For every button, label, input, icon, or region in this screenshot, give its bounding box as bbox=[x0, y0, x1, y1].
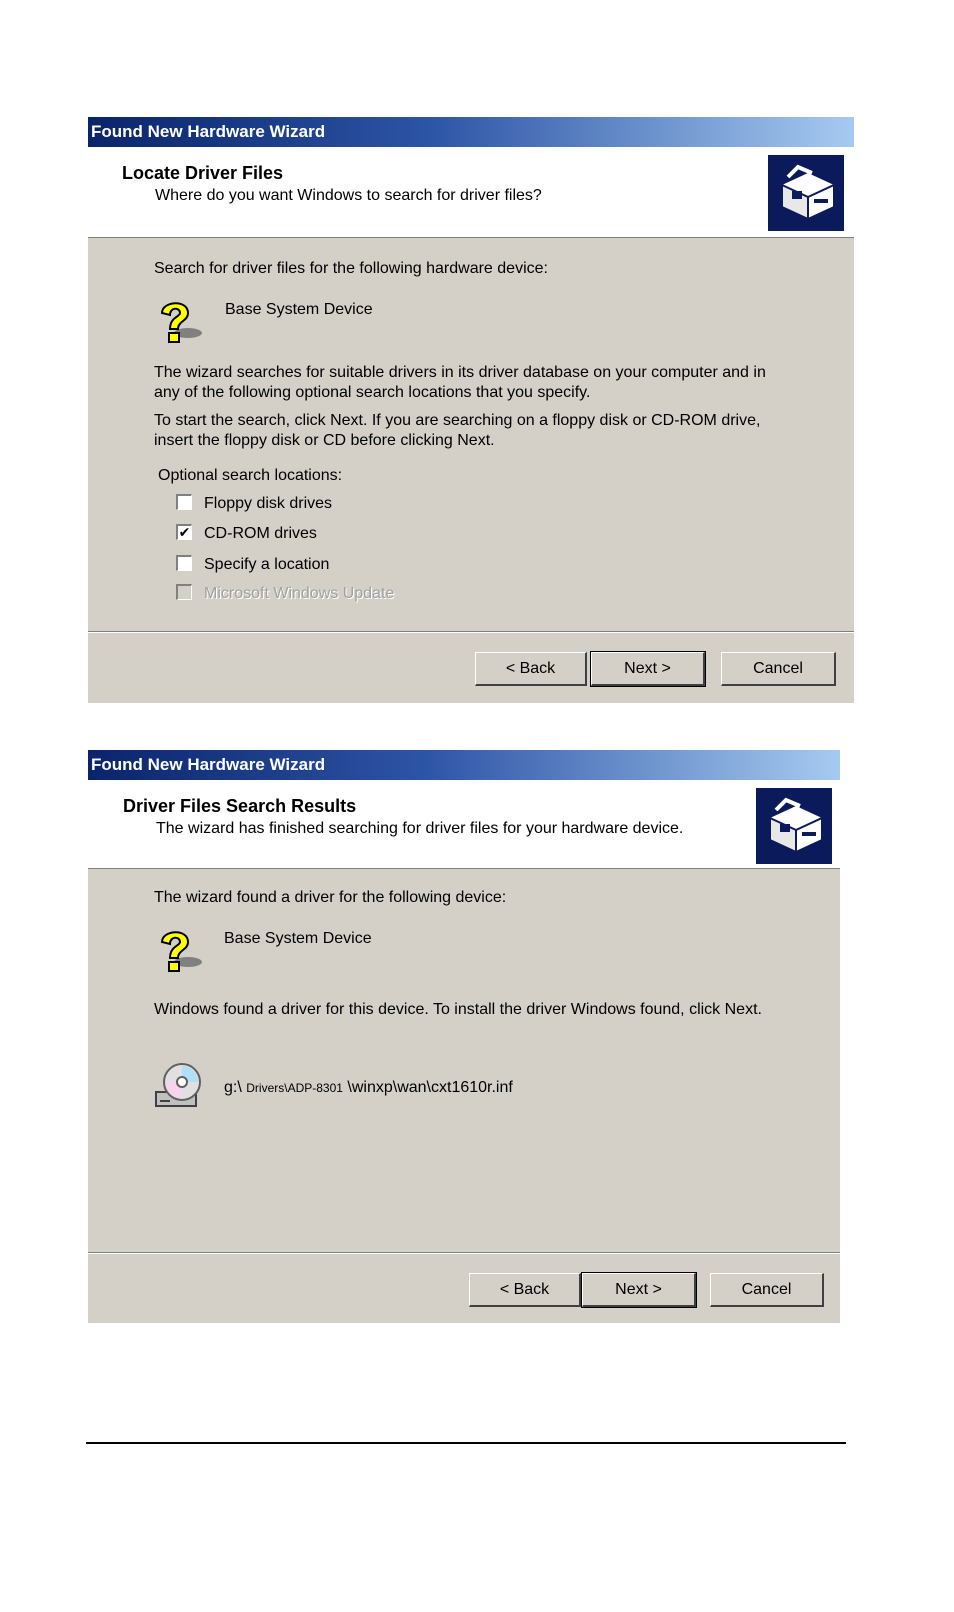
floppy-disk-option[interactable] bbox=[176, 493, 332, 515]
cancel-button[interactable]: Cancel bbox=[710, 1273, 824, 1307]
floppy-disk-checkbox[interactable] bbox=[176, 494, 192, 510]
instruction-line: insert the floppy disk or CD before clicking Next. bbox=[154, 432, 495, 449]
next-button[interactable]: Next > bbox=[591, 652, 705, 686]
option-label: CD-ROM drives bbox=[204, 525, 317, 542]
path-prefix: g:\ bbox=[224, 1079, 242, 1096]
wizard-header bbox=[88, 780, 840, 869]
specify-location-option[interactable] bbox=[176, 554, 329, 576]
separator bbox=[88, 1252, 840, 1254]
specify-location-checkbox[interactable] bbox=[176, 555, 192, 571]
hardware-wizard-icon bbox=[756, 788, 832, 864]
wizard-dialog-locate-driver bbox=[88, 117, 854, 703]
header-title: Locate Driver Files bbox=[122, 163, 284, 183]
path-folder: Drivers\ADP-8301 bbox=[246, 1081, 343, 1095]
cancel-button[interactable]: Cancel bbox=[721, 652, 836, 686]
cd-drive-icon bbox=[154, 1060, 206, 1112]
page-footer-rule bbox=[86, 1442, 846, 1444]
back-button[interactable]: < Back bbox=[475, 652, 587, 686]
wizard-dialog-search-results bbox=[88, 750, 840, 1323]
option-label: Microsoft Windows Update bbox=[204, 585, 395, 602]
separator bbox=[88, 631, 854, 633]
header-title: Driver Files Search Results bbox=[123, 796, 357, 816]
cd-rom-option[interactable] bbox=[176, 523, 317, 545]
found-driver-text: Windows found a driver for this device. To install the driver Windows found, click Next. bbox=[154, 1001, 762, 1018]
back-button[interactable]: < Back bbox=[469, 1273, 581, 1307]
optional-locations-label: Optional search locations: bbox=[158, 467, 343, 484]
unknown-device-icon bbox=[154, 295, 206, 347]
cd-rom-checkbox[interactable]: ✔ bbox=[176, 524, 192, 540]
device-name: Base System Device bbox=[225, 301, 373, 318]
windows-update-checkbox bbox=[176, 584, 192, 600]
path-file: \winxp\wan\cxt1610r.inf bbox=[347, 1079, 513, 1096]
device-name: Base System Device bbox=[224, 930, 372, 947]
header-subtitle: Where do you want Windows to search for driver files? bbox=[155, 187, 542, 204]
next-button[interactable]: Next > bbox=[582, 1273, 696, 1307]
title-bar: Found New Hardware Wizard bbox=[88, 750, 840, 780]
driver-path bbox=[224, 1078, 513, 1098]
wizard-header bbox=[88, 147, 854, 238]
description-line: The wizard searches for suitable drivers in its driver database on your computer and in bbox=[154, 364, 766, 381]
windows-update-option bbox=[176, 583, 394, 605]
title-bar: Found New Hardware Wizard bbox=[88, 117, 854, 147]
intro-text: The wizard found a driver for the following device: bbox=[154, 889, 507, 906]
intro-text: Search for driver files for the following hardware device: bbox=[154, 260, 548, 277]
instruction-line: To start the search, click Next. If you are searching on a floppy disk or CD-ROM drive, bbox=[154, 412, 761, 429]
option-label: Specify a location bbox=[204, 556, 330, 573]
header-subtitle: The wizard has finished searching for driver files for your hardware device. bbox=[156, 820, 684, 837]
option-label: Floppy disk drives bbox=[204, 495, 333, 512]
hardware-wizard-icon bbox=[768, 155, 844, 231]
unknown-device-icon bbox=[154, 924, 206, 976]
description-line: any of the following optional search locations that you specify. bbox=[154, 384, 591, 401]
